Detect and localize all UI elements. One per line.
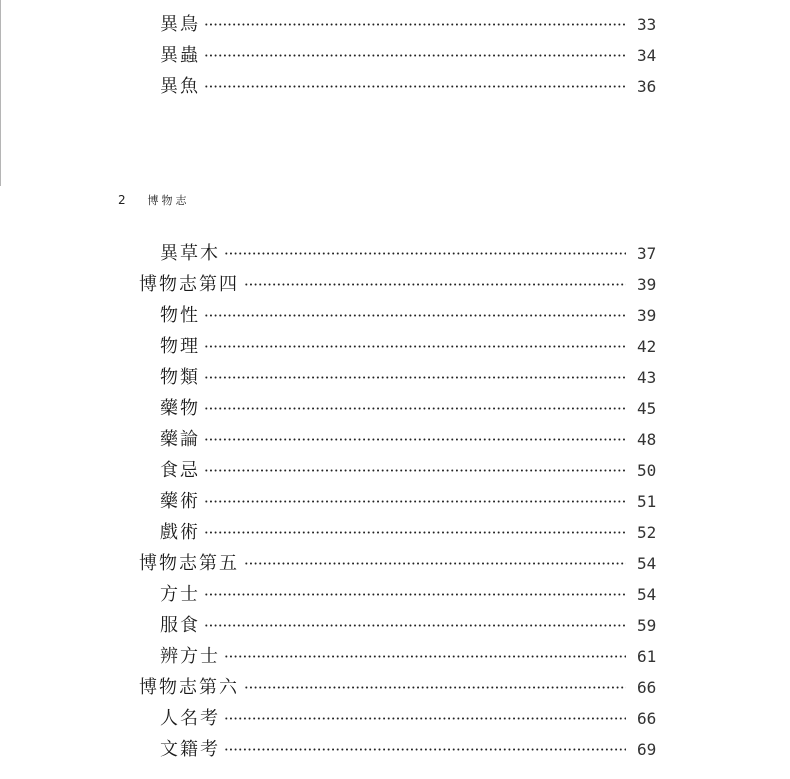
toc-entry-title: 博物志第四 <box>139 274 239 295</box>
toc-entry <box>139 273 658 297</box>
dot-leader <box>224 252 626 255</box>
toc-entry-page: 69 <box>637 740 657 759</box>
page-divider-edge <box>0 0 1 186</box>
toc-entry-title: 文籍考 <box>160 739 220 760</box>
running-head-page-number: 2 <box>118 193 126 207</box>
dot-leader <box>244 562 626 565</box>
toc-entry <box>160 459 658 483</box>
dot-leader <box>204 624 626 627</box>
toc-entry-page: 66 <box>637 678 657 697</box>
toc-entry-page: 54 <box>637 585 657 604</box>
toc-entry-page: 42 <box>637 337 657 356</box>
toc-entry <box>160 490 658 514</box>
dot-leader <box>204 531 626 534</box>
dot-leader <box>204 314 626 317</box>
toc-entry-page: 39 <box>637 275 657 294</box>
dot-leader <box>204 23 626 26</box>
toc-entry-page: 33 <box>637 15 657 34</box>
toc-entry <box>160 521 658 545</box>
dot-leader <box>204 345 626 348</box>
toc-entry <box>160 304 658 328</box>
toc-entry <box>139 552 658 576</box>
toc-entry <box>160 13 658 37</box>
toc-entry <box>160 428 658 452</box>
running-head-title: 博物志 <box>147 194 190 207</box>
toc-entry-title: 方士 <box>160 584 200 605</box>
toc-entry-page: 50 <box>637 461 657 480</box>
dot-leader <box>204 407 626 410</box>
toc-entry-page: 45 <box>637 399 657 418</box>
toc-entry <box>160 397 658 421</box>
dot-leader <box>204 85 626 88</box>
toc-entry <box>160 335 658 359</box>
toc-entry-title: 博物志第五 <box>139 553 239 574</box>
toc-entry-title: 服食 <box>160 615 200 636</box>
toc-entry-title: 辨方士 <box>160 646 220 667</box>
toc-entry-title: 戲術 <box>160 522 200 543</box>
toc-entry-page: 37 <box>637 244 657 263</box>
toc-entry <box>160 583 658 607</box>
toc-entry-title: 異魚 <box>160 76 200 97</box>
toc-entry-page: 51 <box>637 492 657 511</box>
toc-entry-page: 66 <box>637 709 657 728</box>
toc-entry <box>160 366 658 390</box>
toc-entry-page: 48 <box>637 430 657 449</box>
toc-entry-page: 54 <box>637 554 657 573</box>
toc-entry-title: 藥論 <box>160 429 200 450</box>
toc-entry-page: 52 <box>637 523 657 542</box>
running-head <box>118 192 189 208</box>
toc-entry <box>160 614 658 638</box>
toc-entry-page: 59 <box>637 616 657 635</box>
dot-leader <box>204 593 626 596</box>
dot-leader <box>204 376 626 379</box>
dot-leader <box>224 748 626 751</box>
toc-entry-page: 34 <box>637 46 657 65</box>
dot-leader <box>204 469 626 472</box>
toc-entry-title: 物性 <box>160 305 200 326</box>
toc-entry-page: 36 <box>637 77 657 96</box>
dot-leader <box>244 686 626 689</box>
toc-entry-title: 人名考 <box>160 708 220 729</box>
dot-leader <box>204 438 626 441</box>
dot-leader <box>204 54 626 57</box>
toc-entry-title: 藥物 <box>160 398 200 419</box>
toc-entry-title: 異蟲 <box>160 45 200 66</box>
dot-leader <box>244 283 626 286</box>
dot-leader <box>204 500 626 503</box>
toc-entry-title: 異鳥 <box>160 14 200 35</box>
toc-entry <box>160 75 658 99</box>
toc-entry-title: 食忌 <box>160 460 200 481</box>
toc-entry <box>160 242 658 266</box>
toc-entry <box>160 707 658 731</box>
toc-entry <box>139 676 658 700</box>
toc-entry <box>160 645 658 669</box>
toc-entry <box>160 44 658 68</box>
toc-entry-title: 物類 <box>160 367 200 388</box>
toc-entry <box>160 738 658 762</box>
dot-leader <box>224 717 626 720</box>
dot-leader <box>224 655 626 658</box>
toc-entry-title: 異草木 <box>160 243 220 264</box>
toc-entry-page: 61 <box>637 647 657 666</box>
toc-entry-title: 物理 <box>160 336 200 357</box>
toc-entry-page: 43 <box>637 368 657 387</box>
toc-entry-title: 博物志第六 <box>139 677 239 698</box>
toc-entry-title: 藥術 <box>160 491 200 512</box>
toc-entry-page: 39 <box>637 306 657 325</box>
